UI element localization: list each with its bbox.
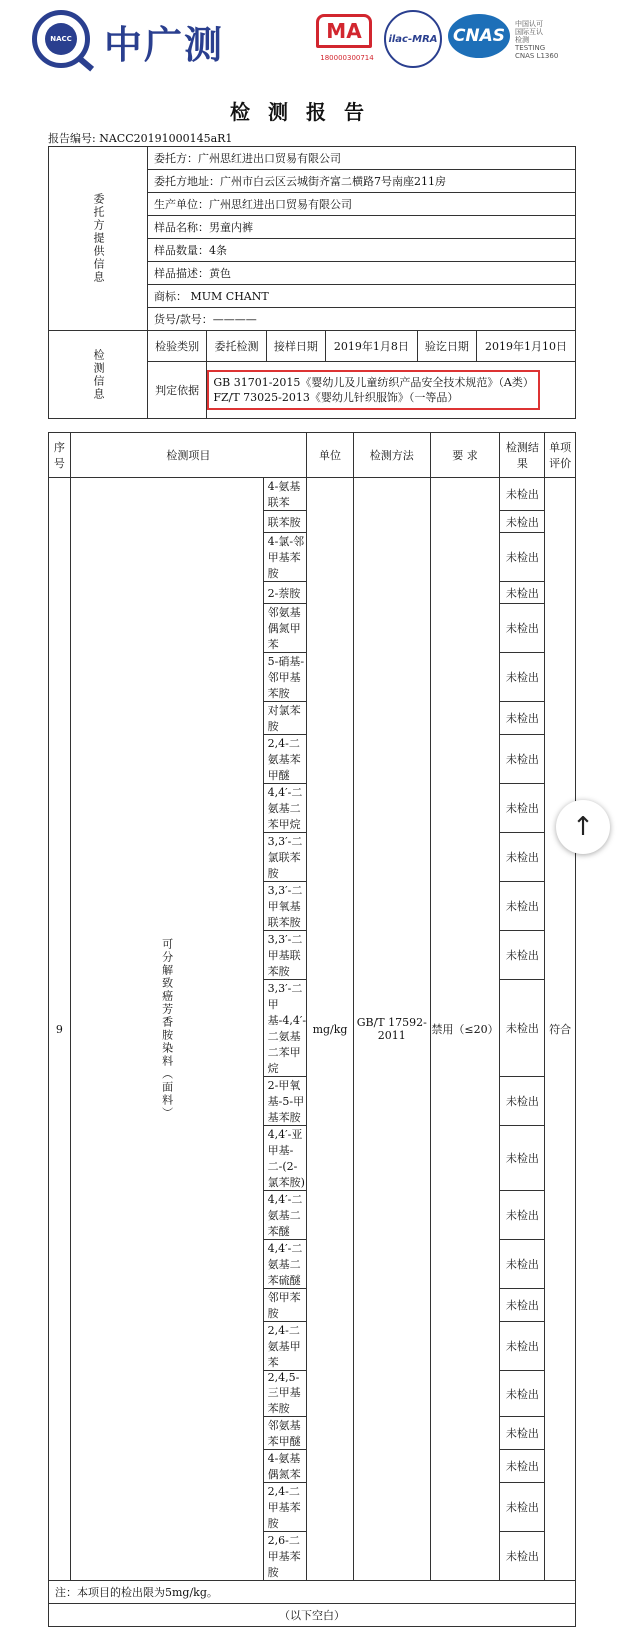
test-result: 未检出 [500, 511, 545, 533]
test-result: 未检出 [500, 980, 545, 1077]
ilac-mra-logo: ilac-MRA [384, 10, 442, 68]
test-result: 未检出 [500, 1077, 545, 1126]
done-date-label: 验讫日期 [417, 331, 476, 362]
trademark: 商标： MUM CHANT [148, 285, 576, 308]
test-item: 2,4,5-三甲基苯胺 [263, 1371, 306, 1417]
ma-certification-logo [312, 14, 376, 62]
test-item: 4,4′-二氨基二苯醚 [263, 1191, 306, 1240]
test-result: 未检出 [500, 653, 545, 702]
cnas-side-text: 中国认可 国际互认 检测 TESTING CNAS L1360 [515, 20, 559, 60]
brand-name: 中广测 [104, 23, 225, 67]
test-item: 2,4-二甲基苯胺 [263, 1483, 306, 1532]
test-item: 邻甲苯胺 [263, 1289, 306, 1322]
manufacturer: 生产单位：广州思红进出口贸易有限公司 [148, 193, 576, 216]
header-item: 检测项目 [70, 433, 306, 478]
standard-basis-2: FZ/T 73025-2013《婴幼儿针织服饰》（一等品） [213, 391, 459, 404]
receive-date-value: 2019年1月8日 [326, 331, 418, 362]
test-result: 未检出 [500, 1289, 545, 1322]
standard-highlight-box [207, 370, 540, 410]
evaluation-cell: 符合 [545, 478, 576, 1581]
test-result: 未检出 [500, 784, 545, 833]
test-item: 2,4-二氨基苯甲醚 [263, 735, 306, 784]
test-result: 未检出 [500, 533, 545, 582]
done-date-value: 2019年1月10日 [477, 331, 576, 362]
sample-description: 样品描述：黄色 [148, 262, 576, 285]
test-item: 4-氨基偶氮苯 [263, 1450, 306, 1483]
test-item: 4,4′-二氨基二苯甲烷 [263, 784, 306, 833]
test-item: 2,4-二氨基甲苯 [263, 1322, 306, 1371]
test-result: 未检出 [500, 1371, 545, 1417]
test-item: 邻氨基偶氮甲苯 [263, 604, 306, 653]
item-number: 货号/款号：———— [148, 308, 576, 331]
sample-quantity: 样品数量：4条 [148, 239, 576, 262]
table-row [49, 478, 576, 511]
test-result: 未检出 [500, 931, 545, 980]
test-type-label: 检验类别 [148, 331, 207, 362]
seq-cell: 9 [49, 478, 71, 1581]
test-section-label: 检测信息 [49, 331, 148, 419]
test-item: 2-萘胺 [263, 582, 306, 604]
test-item: 对氯苯胺 [263, 702, 306, 735]
test-result: 未检出 [500, 582, 545, 604]
nacc-logo-text: NACC [45, 23, 77, 55]
test-item: 3,3′-二甲基联苯胺 [263, 931, 306, 980]
test-item: 4-氯-邻甲基苯胺 [263, 533, 306, 582]
header-requirement: 要 求 [430, 433, 500, 478]
test-item: 3,3′-二甲氧基联苯胺 [263, 882, 306, 931]
test-item: 4,4′-二氨基二苯硫醚 [263, 1240, 306, 1289]
method-cell: GB/T 17592-2011 [353, 478, 430, 1581]
test-result: 未检出 [500, 702, 545, 735]
test-result: 未检出 [500, 882, 545, 931]
test-item: 5-硝基-邻甲基苯胺 [263, 653, 306, 702]
test-result: 未检出 [500, 1532, 545, 1581]
standard-basis-1: GB 31701-2015《婴幼儿及儿童纺织产品安全技术规范》（A类） [213, 376, 534, 389]
test-result: 未检出 [500, 604, 545, 653]
header-evaluation: 单项评价 [545, 433, 576, 478]
header-result: 检测结果 [500, 433, 545, 478]
ma-logo-text: MA [316, 14, 372, 48]
test-type-value: 委托检测 [207, 331, 266, 362]
receive-date-label: 接样日期 [266, 331, 325, 362]
test-result: 未检出 [500, 1322, 545, 1371]
test-item: 2,6-二甲基苯胺 [263, 1532, 306, 1581]
test-result: 未检出 [500, 735, 545, 784]
client-name: 委托方：广州思红进出口贸易有限公司 [148, 147, 576, 170]
arrow-up-icon: ↑ [572, 812, 594, 842]
unit-cell: mg/kg [307, 478, 354, 1581]
nacc-logo [32, 10, 90, 68]
test-result: 未检出 [500, 478, 545, 511]
test-item: 4,4′-亚甲基-二-(2-氯苯胺) [263, 1126, 306, 1191]
header-seq: 序号 [49, 433, 71, 478]
test-item: 邻氨基苯甲醚 [263, 1417, 306, 1450]
test-result: 未检出 [500, 1483, 545, 1532]
test-item: 4-氨基联苯 [263, 478, 306, 511]
results-body [49, 478, 576, 1627]
header-unit: 单位 [307, 433, 354, 478]
ma-number: 180000300714 [320, 54, 374, 62]
test-item: 2-甲氧基-5-甲基苯胺 [263, 1077, 306, 1126]
client-address: 委托方地址：广州市白云区云城街齐富二横路7号南座211房 [148, 170, 576, 193]
client-info-table [48, 146, 576, 419]
basis-label: 判定依据 [148, 362, 207, 419]
test-result: 未检出 [500, 833, 545, 882]
test-results-table [48, 432, 576, 1627]
test-item: 3,3′-二甲基-4,4′-二氨基二苯甲烷 [263, 980, 306, 1077]
requirement-cell: 禁用（≤20） [430, 478, 500, 1581]
test-item: 联苯胺 [263, 511, 306, 533]
detection-limit-note: 注：本项目的检出限为5mg/kg。 [49, 1581, 576, 1604]
client-section-label: 委托方提供信息 [49, 147, 148, 331]
cnas-logo: CNAS [448, 14, 510, 58]
test-result: 未检出 [500, 1126, 545, 1191]
sample-name: 样品名称：男童内裤 [148, 216, 576, 239]
report-title: 检测报告 [230, 100, 382, 124]
blank-below-note: （以下空白） [49, 1604, 576, 1627]
report-number: 报告编号: NACC20191000145aR1 [48, 132, 233, 145]
test-result: 未检出 [500, 1417, 545, 1450]
test-result: 未检出 [500, 1240, 545, 1289]
test-item: 3,3′-二氯联苯胺 [263, 833, 306, 882]
scroll-to-top-button[interactable] [556, 800, 610, 854]
category-cell: 可分解致癌芳香胺染料（面料） [70, 478, 263, 1581]
header-method: 检测方法 [353, 433, 430, 478]
test-result: 未检出 [500, 1450, 545, 1483]
test-result: 未检出 [500, 1191, 545, 1240]
